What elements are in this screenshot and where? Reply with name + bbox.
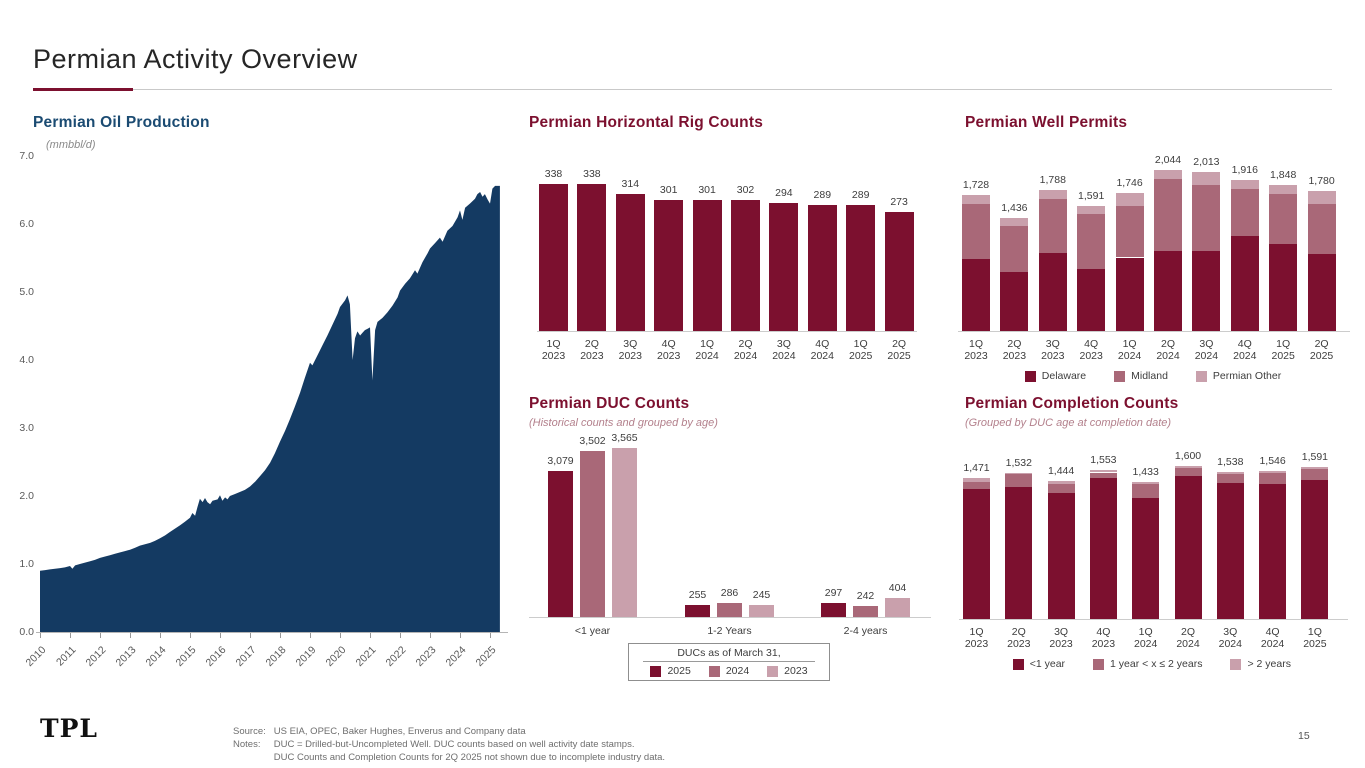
y-axis-label: 0.0 [19, 626, 34, 638]
well-permits-chart [960, 112, 1365, 397]
oil-x-tick [370, 633, 371, 638]
oil-x-label: 2011 [54, 644, 79, 669]
stacked-bar-segment [1217, 483, 1244, 619]
stacked-bar-total: 1,780 [1308, 174, 1335, 187]
rig-bar-value: 301 [659, 184, 678, 197]
duc-group-label: <1 year [574, 625, 611, 637]
rig-chart-title: Permian Horizontal Rig Counts [529, 114, 764, 131]
stacked-x-label: 4Q 2024 [1233, 338, 1257, 362]
stacked-bar-total: 1,746 [1116, 177, 1143, 190]
oil-x-tick [400, 633, 401, 638]
legend-label: <1 year [1029, 658, 1066, 670]
stacked-bar-segment [1090, 473, 1117, 479]
rig-x-label: 1Q 2024 [695, 338, 719, 362]
legend-label: 1 year < x ≤ 2 years [1110, 658, 1203, 670]
legend-swatch [1114, 371, 1125, 382]
stacked-bar-total: 2,013 [1193, 156, 1220, 169]
legend-item [650, 665, 690, 677]
stacked-bar-segment [1308, 204, 1336, 253]
footer-notes [233, 725, 665, 764]
stacked-bar-segment [1132, 498, 1159, 619]
stacked-bar-segment [1175, 466, 1202, 468]
duc-bar-value: 3,502 [579, 434, 606, 447]
duc-bar [749, 605, 774, 617]
rig-x-label: 4Q 2024 [810, 338, 834, 362]
duc-bar-value: 404 [888, 581, 907, 594]
rig-bar [846, 205, 875, 331]
completion-counts-chart [960, 395, 1365, 695]
legend-swatch [1013, 659, 1024, 670]
stacked-bar-total: 1,471 [963, 462, 990, 475]
oil-x-label: 2020 [323, 644, 349, 670]
oil-production-panel [0, 112, 530, 697]
oil-x-label: 2010 [23, 644, 49, 670]
stacked-bar-segment [1301, 469, 1328, 481]
stacked-bar-segment [1077, 269, 1105, 331]
stacked-x-label: 1Q 2025 [1303, 626, 1327, 650]
stacked-bar-segment [1039, 190, 1067, 199]
stacked-bar-segment [1116, 206, 1144, 257]
completion-counts-panel [960, 395, 1365, 695]
legend-item [1114, 370, 1168, 382]
stacked-x-label: 2Q 2024 [1156, 338, 1180, 362]
stacked-bar-segment [1175, 476, 1202, 619]
stacked-bar-segment [1039, 253, 1067, 331]
rig-bar [885, 212, 914, 331]
stacked-bar-segment [1301, 467, 1328, 469]
stacked-x-label: 3Q 2024 [1218, 626, 1242, 650]
stacked-bar-segment [1192, 185, 1220, 251]
legend-item [1196, 370, 1281, 382]
stacked-x-label: 4Q 2023 [1079, 338, 1103, 362]
legend-label: 2025 [667, 665, 691, 677]
duc-counts-chart [529, 395, 939, 695]
stacked-x-label: 1Q 2023 [964, 626, 989, 650]
y-axis-label: 5.0 [19, 286, 34, 298]
oil-x-tick [310, 633, 311, 638]
stacked-x-label: 2Q 2023 [1002, 338, 1027, 362]
stacked-bar-segment [1000, 218, 1028, 227]
legend-item [1025, 370, 1086, 382]
duc-bar-value: 242 [856, 589, 875, 602]
rig-bar [577, 184, 606, 331]
stacked-bar-segment [1005, 474, 1032, 487]
oil-x-label: 2023 [413, 644, 439, 670]
note-line-1: DUC = Drilled-but-Uncompleted Well. DUC counts based on well activity date stamps. [273, 739, 635, 750]
legend [960, 370, 1346, 382]
stacked-bar-segment [962, 204, 990, 259]
stacked-bar-segment [1154, 170, 1182, 179]
stacked-bar-total: 1,591 [1301, 450, 1329, 463]
permits-chart-title: Permian Well Permits [965, 114, 1128, 131]
rig-bar-value: 289 [813, 189, 832, 202]
stacked-bar-segment [1090, 478, 1117, 619]
rig-bar [539, 184, 568, 331]
oil-x-tick [100, 633, 101, 638]
rig-bar [769, 203, 798, 331]
stacked-bar-total: 1,728 [962, 178, 990, 191]
y-axis-label: 2.0 [19, 490, 34, 502]
stacked-x-label: 1Q 2023 [964, 338, 988, 362]
stacked-bar-total: 1,916 [1231, 164, 1258, 177]
stacked-bar-total: 1,433 [1132, 465, 1159, 478]
duc-bar-value: 297 [824, 586, 843, 599]
stacked-x-label: 4Q 2024 [1260, 626, 1285, 650]
duc-bar [685, 605, 710, 617]
stacked-x-label: 2Q 2023 [1007, 626, 1031, 650]
stacked-bar-segment [963, 489, 990, 619]
stacked-x-label: 1Q 2024 [1134, 626, 1158, 650]
stacked-x-axis [958, 331, 1350, 332]
rig-x-label: 3Q 2024 [772, 338, 796, 362]
completion-chart-title: Permian Completion Counts [965, 395, 1179, 412]
stacked-bar-segment [1154, 251, 1182, 331]
stacked-bar-total: 1,553 [1090, 454, 1117, 467]
source-label: Source: [233, 726, 266, 737]
stacked-bar-segment [1077, 214, 1105, 269]
legend-swatch [650, 666, 661, 677]
rig-x-axis [537, 331, 917, 332]
oil-x-tick [460, 633, 461, 638]
oil-x-tick [490, 633, 491, 638]
oil-x-label: 2013 [113, 644, 139, 670]
duc-counts-panel [529, 395, 939, 695]
rig-counts-panel [529, 112, 929, 382]
oil-x-label: 2022 [383, 644, 409, 670]
oil-x-tick [40, 633, 41, 638]
duc-bar [821, 603, 846, 617]
legend-item [1013, 658, 1065, 670]
stacked-bar-segment [1308, 254, 1336, 331]
oil-x-label: 2019 [293, 644, 319, 670]
stacked-bar-segment [1192, 172, 1220, 184]
duc-bar [580, 451, 605, 617]
rig-bar [731, 200, 760, 331]
oil-x-label: 2025 [473, 644, 499, 670]
stacked-bar-segment [1269, 194, 1297, 243]
stacked-bar-total: 1,600 [1174, 450, 1202, 462]
stacked-bar-segment [1175, 468, 1202, 477]
oil-x-tick [250, 633, 251, 638]
rig-bar-value: 294 [775, 187, 793, 200]
legend-item [767, 665, 807, 677]
page-title: Permian Activity Overview [33, 44, 358, 74]
stacked-bar-segment [1231, 189, 1259, 235]
oil-x-tick [280, 633, 281, 638]
legend-swatch [1025, 371, 1036, 382]
legend-swatch [1230, 659, 1241, 670]
title-underline-gray [33, 89, 1332, 90]
legend-item [1093, 658, 1202, 670]
stacked-bar-segment [1154, 179, 1182, 251]
stacked-bar-segment [1000, 226, 1028, 272]
stacked-bar-total: 1,546 [1259, 455, 1286, 468]
legend-swatch [1196, 371, 1207, 382]
oil-x-tick [220, 633, 221, 638]
duc-chart-title: Permian DUC Counts [529, 395, 690, 412]
rig-bar-value: 301 [698, 184, 716, 197]
legend-item [709, 665, 749, 677]
stacked-bar-segment [1301, 480, 1328, 619]
stacked-bar-segment [1005, 487, 1032, 619]
stacked-bar-segment [1132, 484, 1159, 498]
stacked-bar-segment [1048, 484, 1075, 493]
stacked-x-label: 2Q 2025 [1309, 338, 1334, 362]
rig-bar-value: 338 [544, 168, 563, 180]
legend-label: 2024 [725, 665, 750, 677]
stacked-bar-segment [1039, 199, 1067, 253]
stacked-bar-total: 1,444 [1047, 464, 1075, 477]
stacked-bar-segment [963, 478, 990, 482]
y-axis-label: 3.0 [19, 422, 34, 434]
stacked-bar-segment [1000, 272, 1028, 331]
oil-x-tick [190, 633, 191, 638]
duc-bar-value: 3,079 [547, 455, 574, 468]
legend [960, 658, 1344, 670]
stacked-bar-segment [1077, 206, 1105, 214]
legend-item [1230, 658, 1290, 670]
rig-x-label: 2Q 2023 [580, 338, 604, 362]
oil-production-area [40, 156, 510, 632]
rig-bar [693, 200, 722, 331]
stacked-bar-segment [1090, 470, 1117, 472]
stacked-bar-segment [1259, 473, 1286, 484]
duc-bar [548, 471, 573, 617]
stacked-bar-segment [1259, 471, 1286, 473]
rig-bar-value: 314 [621, 178, 640, 191]
oil-x-label: 2014 [143, 644, 169, 670]
stacked-bar-total: 1,532 [1005, 456, 1032, 469]
rig-x-label: 4Q 2023 [657, 338, 681, 362]
title-underline-accent [33, 88, 133, 91]
rig-counts-chart [529, 112, 929, 382]
stacked-x-label: 1Q 2025 [1271, 338, 1295, 362]
oil-x-label: 2021 [353, 644, 379, 670]
stacked-x-label: 3Q 2023 [1049, 626, 1073, 650]
duc-chart-subtitle: (Historical counts and grouped by age) [529, 417, 718, 429]
legend-label: 2023 [784, 665, 808, 677]
legend-label: > 2 years [1247, 658, 1291, 670]
stacked-bar-segment [1217, 472, 1244, 474]
stacked-bar-segment [1116, 258, 1144, 331]
rig-x-label: 2Q 2025 [887, 338, 911, 362]
stacked-bar-segment [1116, 193, 1144, 206]
oil-x-tick [130, 633, 131, 638]
duc-legend-title: DUCs as of March 31, [677, 647, 781, 659]
duc-bar [612, 448, 637, 617]
duc-bar-value: 3,565 [611, 432, 638, 444]
source-text: US EIA, OPEC, Baker Hughes, Enverus and Company data [273, 726, 526, 737]
y-axis-label: 7.0 [19, 150, 34, 162]
duc-group-label: 2-4 years [843, 625, 888, 637]
stacked-bar-segment [1217, 474, 1244, 483]
stacked-bar-total: 1,848 [1270, 169, 1297, 182]
rig-bar-value: 338 [583, 168, 601, 180]
oil-x-label: 2015 [173, 644, 199, 670]
oil-x-label: 2012 [83, 644, 109, 670]
stacked-x-label: 3Q 2024 [1194, 338, 1219, 362]
tpl-logo: TPL [40, 714, 98, 743]
stacked-bar-segment [1005, 473, 1032, 475]
completion-chart-subtitle: (Grouped by DUC age at completion date) [965, 417, 1172, 429]
page-number: 15 [1298, 730, 1310, 742]
stacked-bar-total: 1,788 [1039, 174, 1066, 187]
duc-legend-box [628, 643, 830, 681]
note-line-2: DUC Counts and Completion Counts for 2Q 2025 not shown due to incomplete industry data. [273, 752, 666, 763]
legend-label: Midland [1131, 370, 1168, 382]
stacked-x-label: 1Q 2024 [1117, 338, 1142, 362]
duc-bar [717, 603, 742, 617]
stacked-bar-segment [962, 259, 990, 331]
duc-bar [885, 598, 910, 617]
oil-x-tick [160, 633, 161, 638]
stacked-bar-segment [1048, 493, 1075, 619]
well-permits-panel [960, 112, 1365, 397]
oil-chart-title: Permian Oil Production [33, 114, 210, 131]
legend-swatch [1093, 659, 1104, 670]
stacked-bar-total: 2,044 [1154, 154, 1182, 166]
oil-x-tick [70, 633, 71, 638]
oil-x-label: 2024 [443, 644, 469, 670]
duc-legend-items [629, 665, 829, 677]
legend-label: Permian Other [1212, 370, 1282, 382]
title-underline [33, 88, 1332, 91]
rig-bar-value: 302 [736, 183, 755, 196]
stacked-bar-segment [1308, 191, 1336, 204]
duc-legend-rule [643, 661, 815, 662]
rig-bar-value: 273 [890, 196, 908, 209]
duc-group-label: 1-2 Years [707, 625, 752, 637]
rig-bar [616, 194, 645, 331]
oil-chart-subtitle: (mmbbl/d) [46, 139, 96, 151]
y-axis-label: 6.0 [19, 218, 34, 230]
stacked-bar-total: 1,538 [1217, 455, 1244, 468]
oil-x-label: 2016 [203, 644, 229, 670]
duc-bar-value: 255 [688, 588, 707, 601]
stacked-x-label: 3Q 2023 [1041, 338, 1065, 362]
stacked-bar-segment [962, 195, 990, 204]
oil-x-label: 2017 [233, 644, 259, 670]
oil-x-tick [430, 633, 431, 638]
stacked-bar-segment [1231, 180, 1259, 189]
oil-x-axis [36, 632, 508, 633]
rig-x-label: 2Q 2024 [733, 338, 758, 362]
stacked-bar-segment [1192, 251, 1220, 331]
rig-bar [808, 205, 837, 331]
y-axis-label: 4.0 [19, 354, 34, 366]
rig-bar-value: 289 [851, 189, 870, 202]
rig-x-label: 3Q 2023 [618, 338, 642, 362]
oil-production-chart [0, 112, 530, 697]
legend-swatch [709, 666, 720, 677]
notes-label: Notes: [233, 739, 261, 750]
duc-x-axis [529, 617, 931, 618]
stacked-bar-segment [1269, 244, 1297, 331]
stacked-bar-segment [1132, 482, 1159, 484]
rig-bar [654, 200, 683, 331]
duc-bar-value: 286 [720, 587, 739, 600]
rig-x-label: 1Q 2023 [541, 338, 566, 362]
stacked-bar-segment [1231, 236, 1259, 331]
stacked-x-label: 4Q 2023 [1091, 626, 1116, 650]
oil-x-tick [340, 633, 341, 638]
legend-label: Delaware [1041, 370, 1087, 382]
y-axis-label: 1.0 [19, 558, 34, 570]
stacked-bar-segment [1048, 481, 1075, 484]
oil-x-label: 2018 [263, 644, 289, 670]
stacked-bar-total: 1,591 [1078, 189, 1105, 202]
stacked-bar-segment [1259, 484, 1286, 619]
stacked-bar-total: 1,436 [1001, 201, 1028, 214]
stacked-x-axis [959, 619, 1348, 620]
rig-x-label: 1Q 2025 [849, 338, 873, 362]
legend-swatch [767, 666, 778, 677]
stacked-bar-segment [1269, 185, 1297, 194]
stacked-bar-segment [963, 482, 990, 489]
duc-bar-value: 245 [752, 589, 771, 602]
duc-bar [853, 606, 878, 617]
stacked-x-label: 2Q 2024 [1176, 626, 1200, 650]
